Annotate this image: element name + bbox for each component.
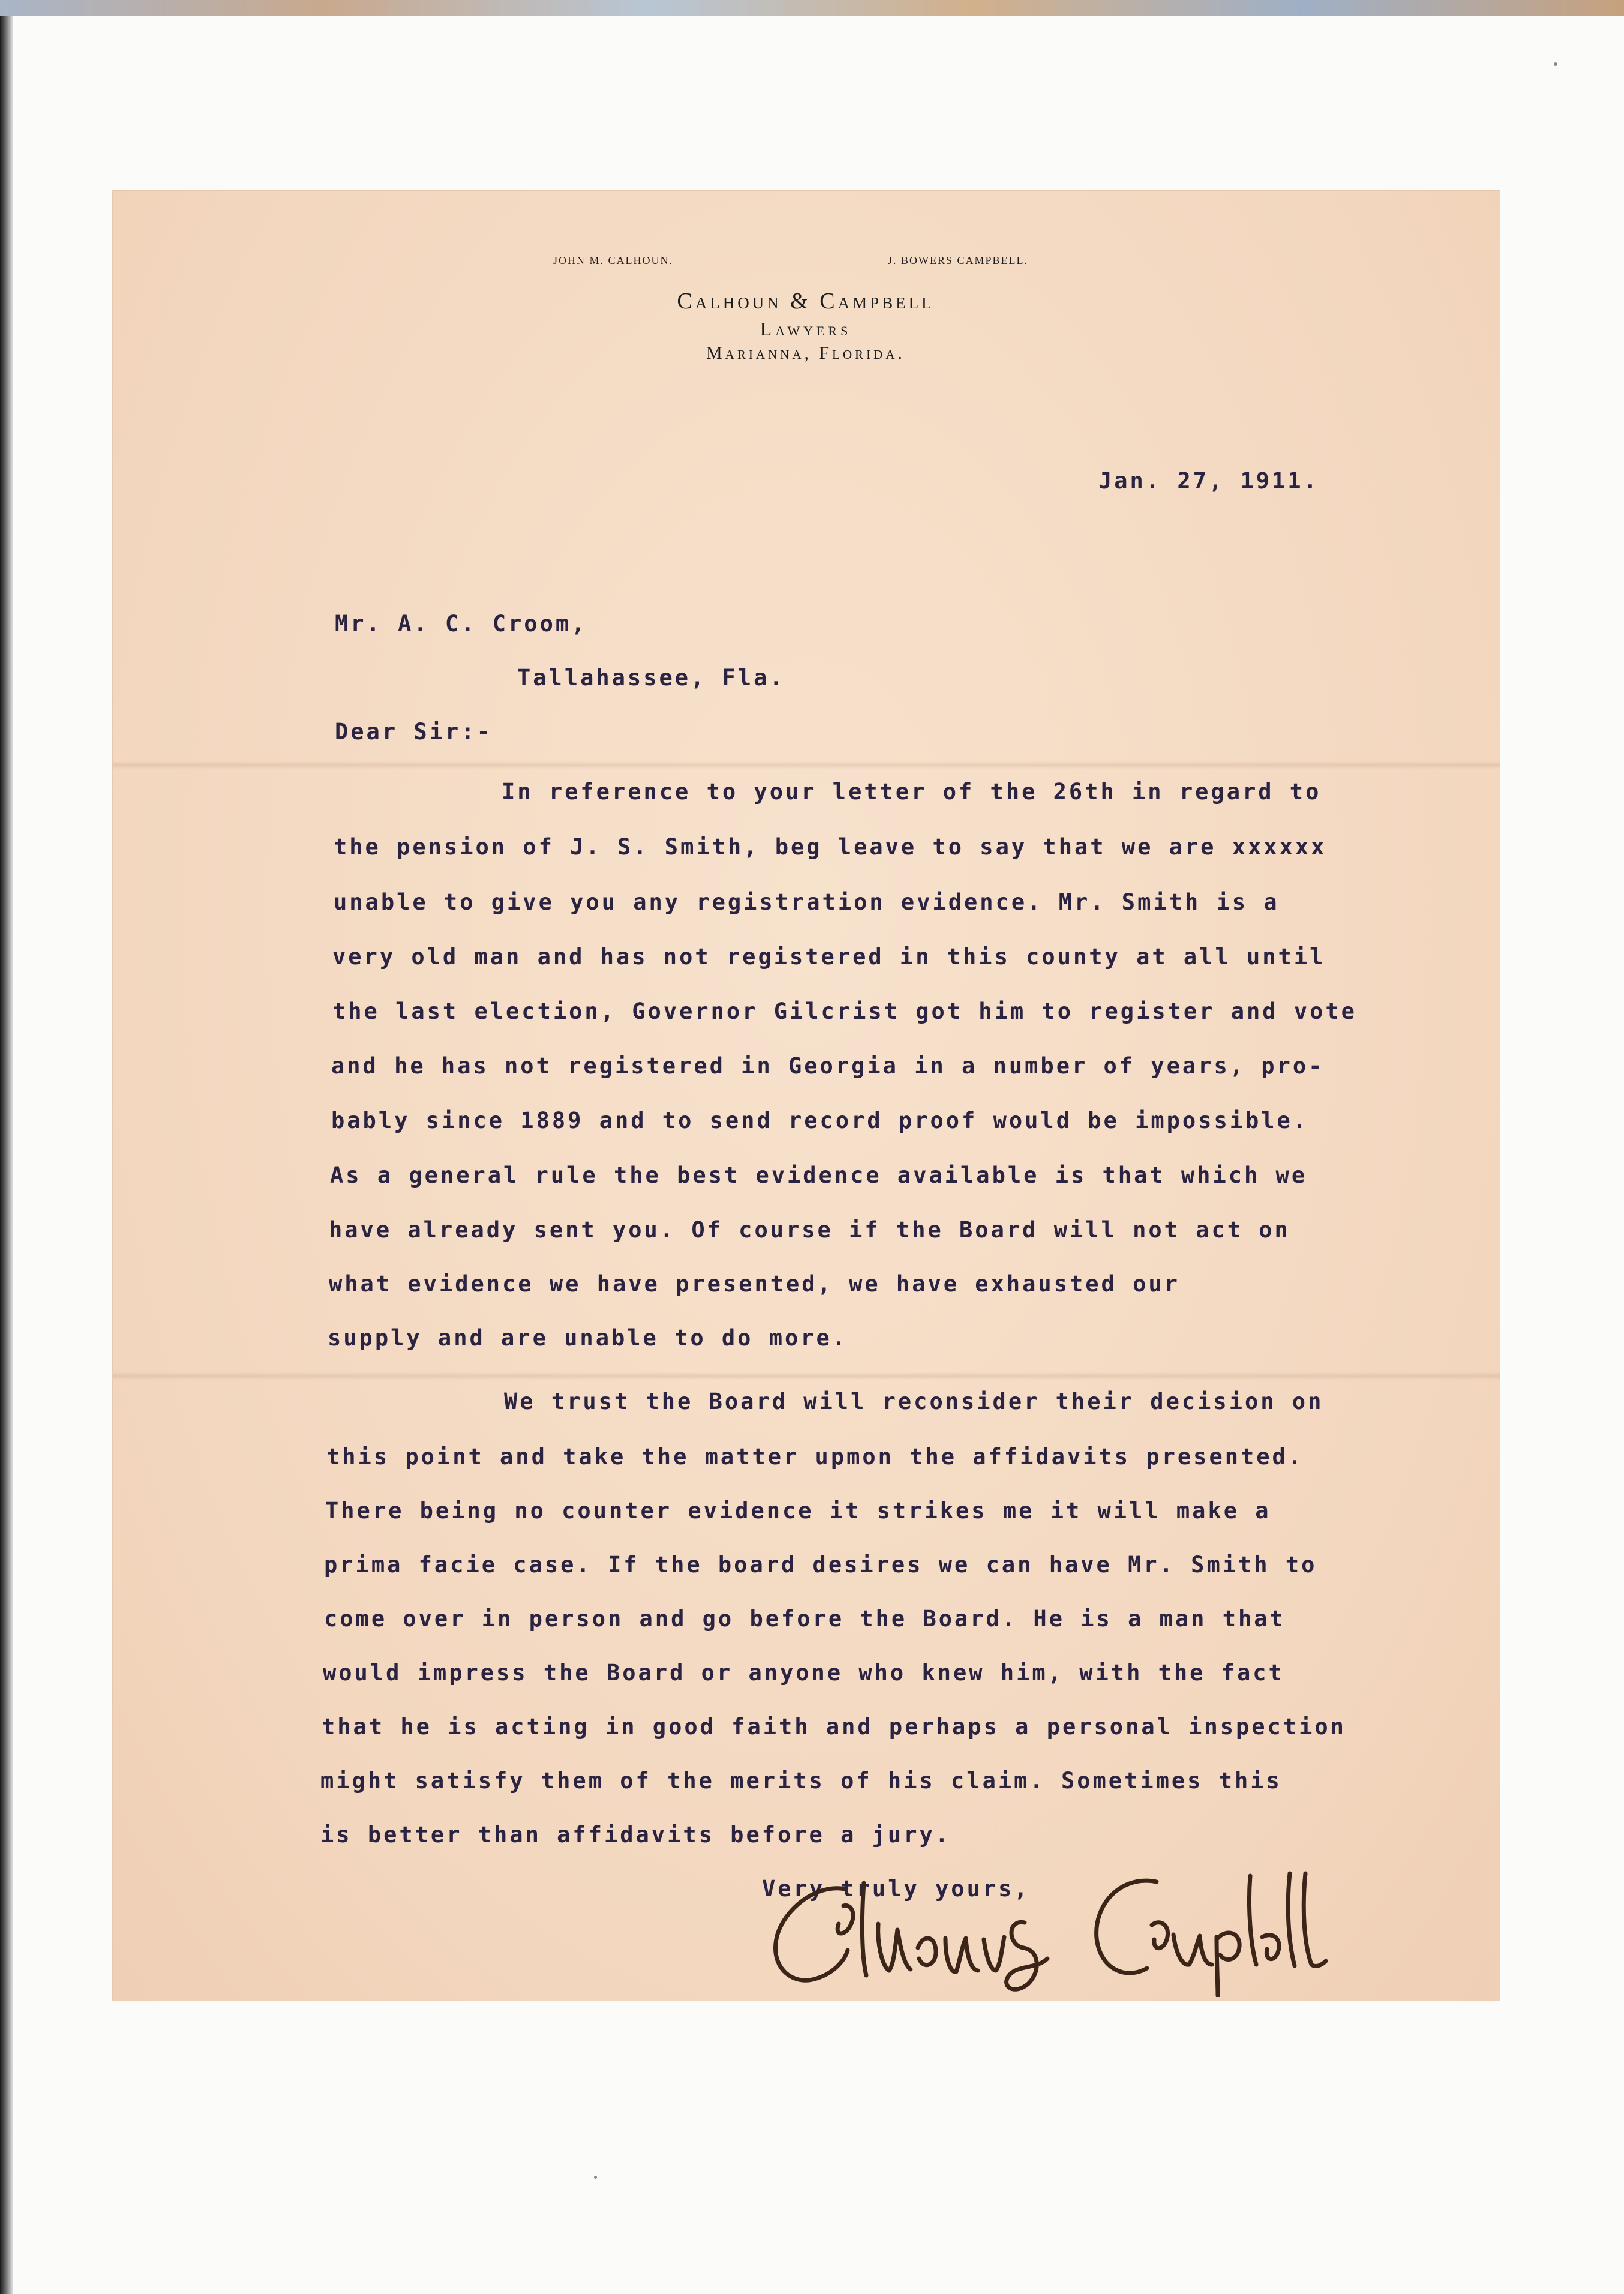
handwritten-signature	[743, 1847, 1343, 1997]
dust-speck	[594, 2176, 597, 2179]
body-line: and he has not registered in Georgia in a number of years, pro-	[331, 1053, 1325, 1079]
firm-name: Calhoun & Campbell	[677, 289, 935, 314]
body-line: have already sent you. Of course if the Board will not act on	[329, 1217, 1290, 1243]
body-line: this point and take the matter upmon the affidavits presented.	[326, 1444, 1304, 1470]
scan-left-edge	[0, 16, 13, 2294]
letter-page	[113, 191, 1500, 2001]
recipient-place: Tallahassee, Fla.	[517, 665, 785, 691]
body-line: the last election, Governor Gilcrist got him to register and vote	[332, 998, 1357, 1024]
body-line: might satisfy them of the merits of his claim. Sometimes this	[320, 1768, 1282, 1794]
body-line: As a general rule the best evidence available is that which we	[330, 1162, 1308, 1188]
body-line: prima facie case. If the board desires we can have Mr. Smith to	[324, 1552, 1317, 1578]
body-line: There being no counter evidence it strikes me it will make a	[325, 1498, 1271, 1524]
dust-speck	[1554, 62, 1557, 66]
firm-place: Marianna, Florida.	[706, 343, 905, 363]
partner-left: JOHN M. CALHOUN.	[553, 254, 674, 266]
body-line: the pension of J. S. Smith, beg leave to say that we are xxxxxx	[334, 834, 1327, 860]
body-line: bably since 1889 and to send record proof would be impossible.	[331, 1108, 1309, 1133]
salutation: Dear Sir:-	[335, 719, 493, 745]
letter-date: Jan. 27, 1911.	[1098, 468, 1319, 494]
body-line: come over in person and go before the Board. He is a man that	[324, 1606, 1286, 1632]
partner-right: J. BOWERS CAMPBELL.	[888, 254, 1029, 266]
body-line: that he is acting in good faith and perhaps a personal inspection	[322, 1714, 1346, 1740]
body-line: what evidence we have presented, we have exhausted our	[329, 1271, 1180, 1297]
firm-kind: Lawyers	[760, 318, 852, 340]
body-line: is better than affidavits before a jury.	[320, 1822, 951, 1848]
fold-crease	[113, 1372, 1500, 1380]
body-line: would impress the Board or anyone who knew him, with the fact	[323, 1660, 1284, 1686]
body-line: unable to give you any registration evidence. Mr. Smith is a	[334, 889, 1280, 915]
body-line: supply and are unable to do more.	[328, 1325, 848, 1351]
body-line: We trust the Board will reconsider their decision on	[504, 1389, 1324, 1414]
recipient-name: Mr. A. C. Croom,	[335, 611, 587, 637]
fold-crease	[113, 761, 1500, 769]
scanner-color-strip	[0, 0, 1624, 16]
body-line: very old man and has not registered in this county at all until	[332, 944, 1326, 970]
closing: Very truly yours,	[762, 1876, 1030, 1902]
body-line: In reference to your letter of the 26th in regard to	[502, 779, 1322, 805]
